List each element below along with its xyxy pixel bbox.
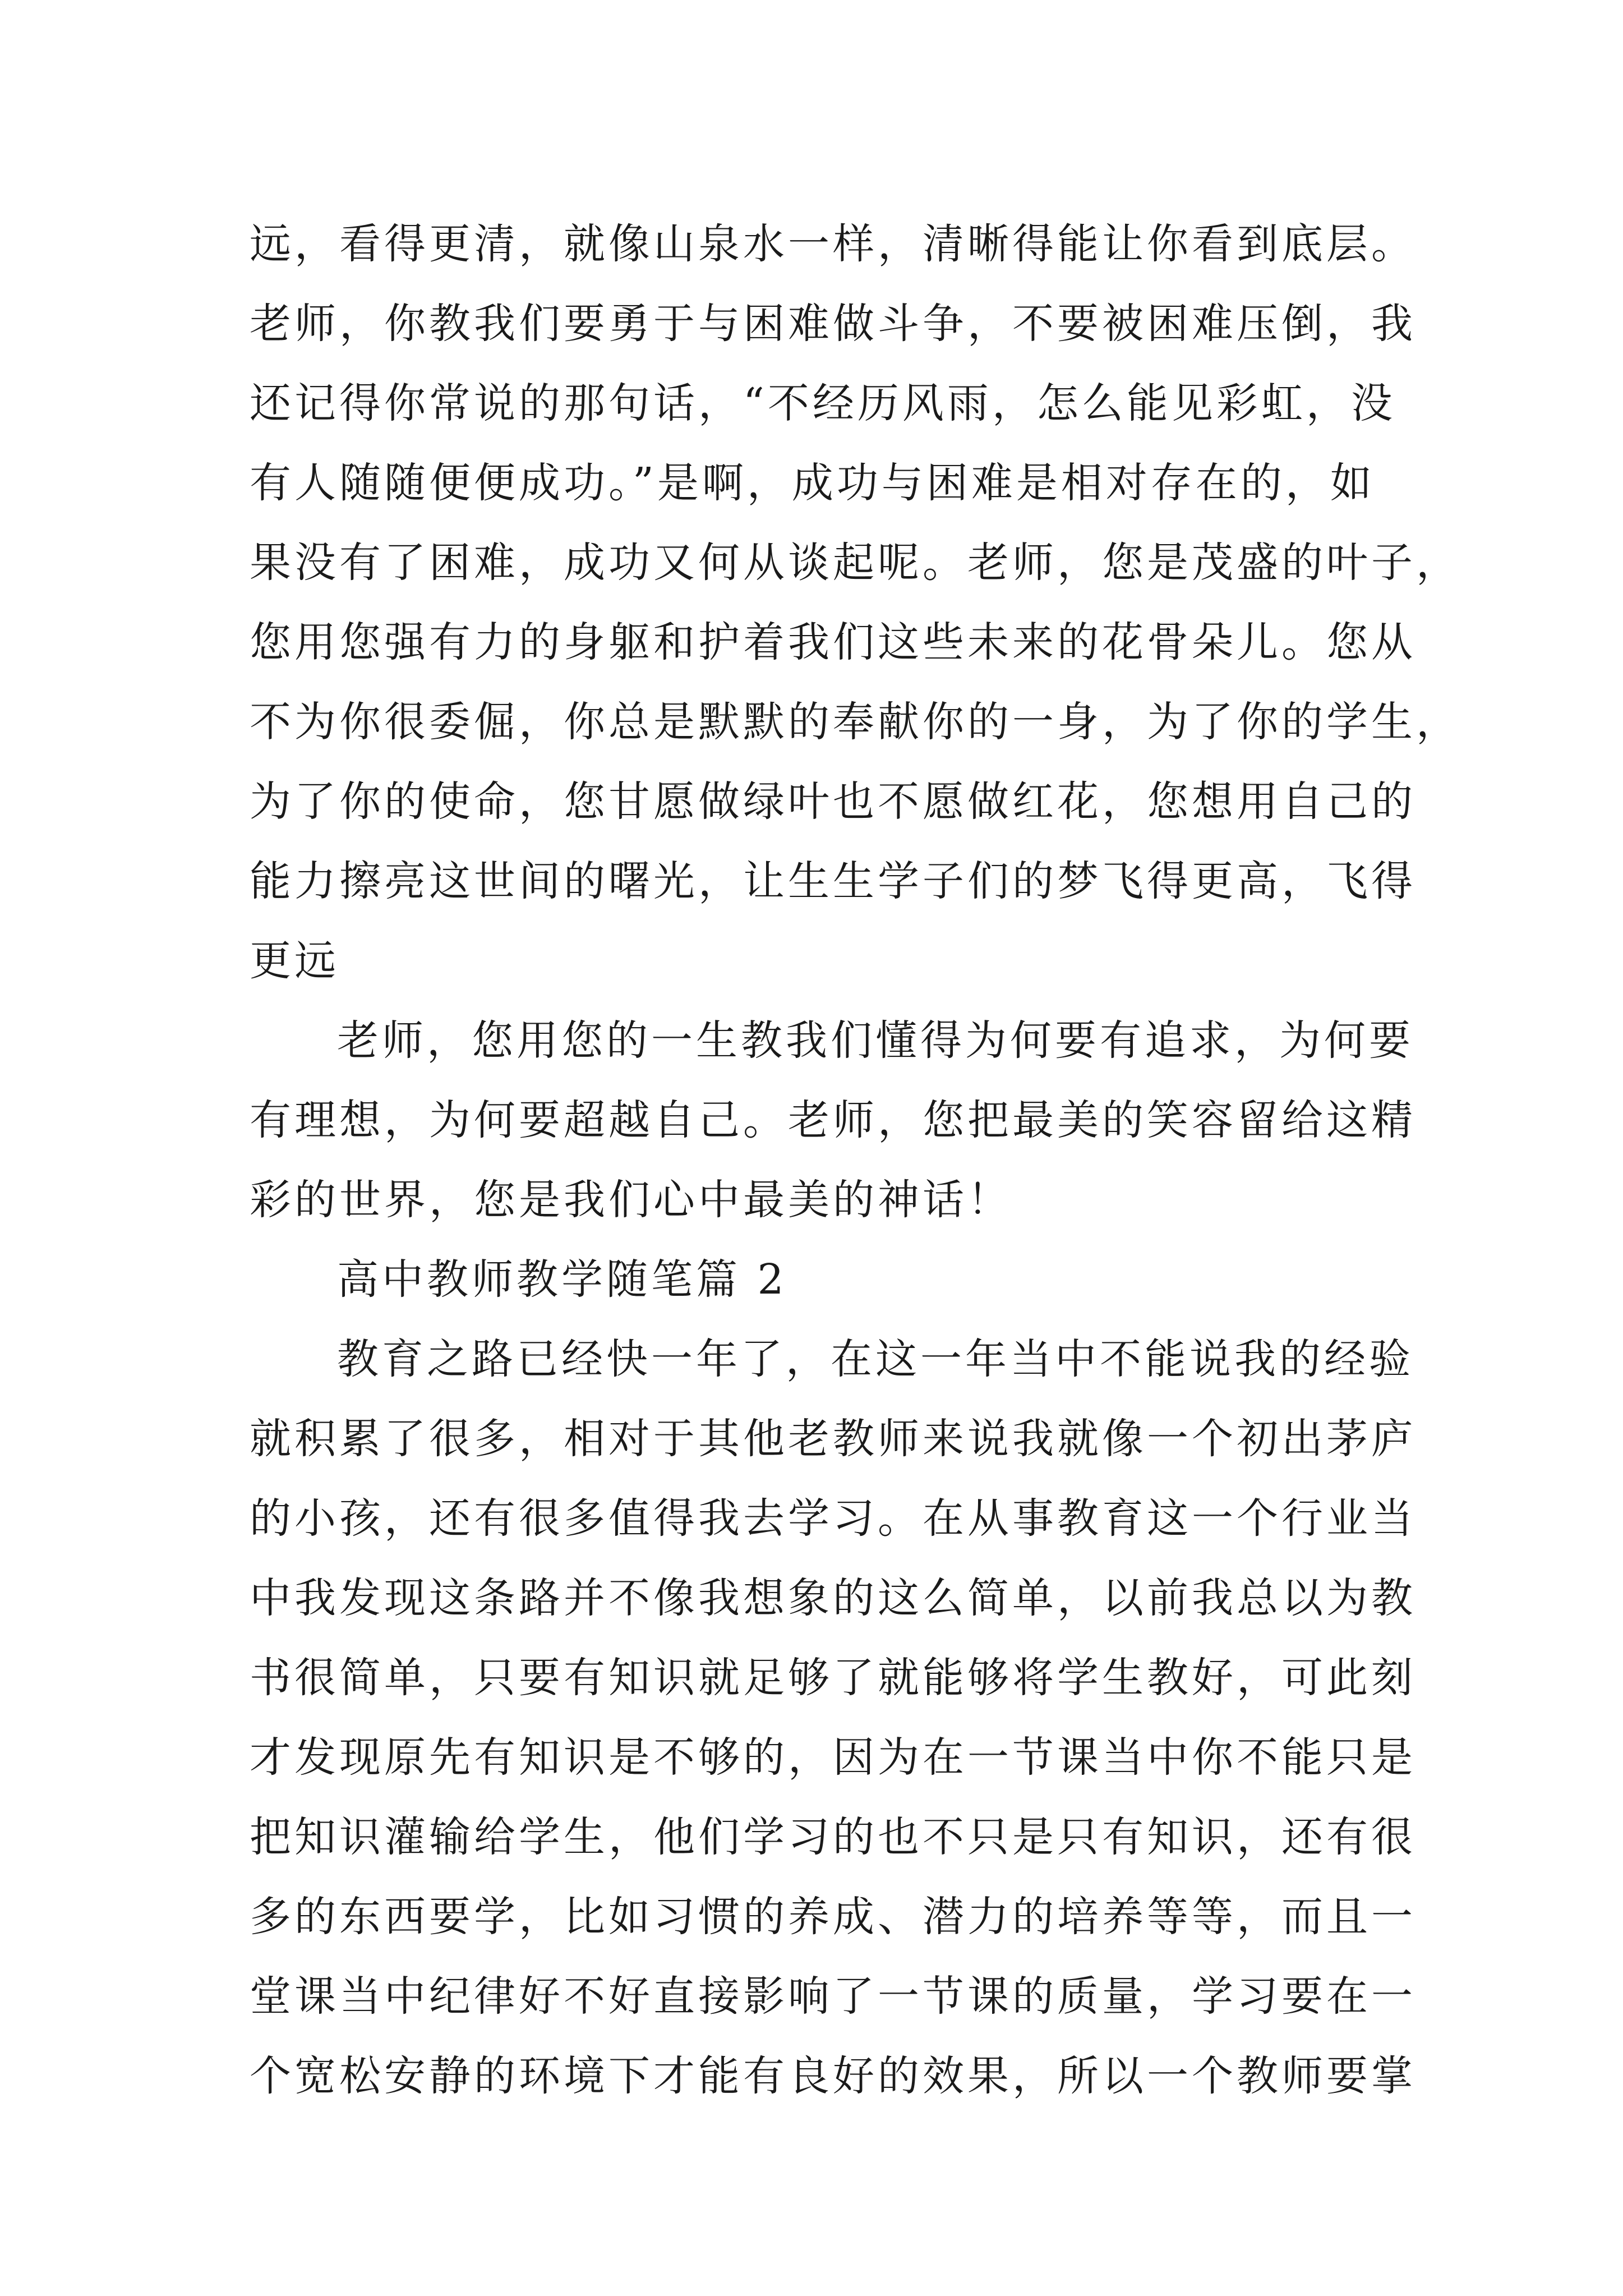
text-line: 有理想，为何要超越自己。老师，您把最美的笑容留给这精 xyxy=(250,1096,1416,1144)
paragraph-2 xyxy=(250,1001,1416,1240)
text-line: 堂课当中纪律好不好直接影响了一节课的质量，学习要在一 xyxy=(250,1972,1416,2021)
section-heading xyxy=(250,1240,1382,1319)
paragraph-1 xyxy=(250,204,1461,1001)
text-line: 多的东西要学，比如习惯的养成、潜力的培养等等，而且一 xyxy=(250,1893,1416,1941)
text-line: 书很简单，只要有知识就足够了就能够将学生教好，可此刻 xyxy=(250,1654,1416,1702)
document-body xyxy=(250,204,1461,2116)
text-line: 彩的世界，您是我们心中最美的神话！ xyxy=(250,1176,1012,1224)
text-line: 有人随随便便成功。”是啊，成功与困难是相对存在的，如 xyxy=(250,459,1375,507)
text-line: 才发现原先有知识是不够的，因为在一节课当中你不能只是 xyxy=(250,1733,1416,1782)
text-line: 老师，您用您的一生教我们懂得为何要有追求，为何要 xyxy=(337,1016,1414,1065)
text-line: 能力擦亮这世间的曙光，让生生学子们的梦飞得更高，飞得 xyxy=(250,857,1416,905)
text-line: 果没有了困难，成功又何从谈起呢。老师，您是茂盛的叶子， xyxy=(250,539,1461,587)
text-line: 的小孩，还有很多值得我去学习。在从事教育这一个行业当 xyxy=(250,1494,1416,1543)
text-line: 个宽松安静的环境下才能有良好的效果，所以一个教师要掌 xyxy=(250,2052,1416,2100)
text-line: 为了你的使命，您甘愿做绿叶也不愿做红花，您想用自己的 xyxy=(250,777,1416,826)
text-line: 远，看得更清，就像山泉水一样，清晰得能让你看到底层。 xyxy=(250,220,1416,268)
paragraph-3 xyxy=(250,1319,1416,2116)
text-line: 您用您强有力的身躯和护着我们这些未来的花骨朵儿。您从 xyxy=(250,618,1416,666)
text-line: 老师，你教我们要勇于与困难做斗争，不要被困难压倒，我 xyxy=(250,300,1416,348)
text-line: 把知识灌输给学生，他们学习的也不只是只有知识，还有很 xyxy=(250,1813,1416,1861)
text-line: 不为你很委倔，你总是默默的奉献你的一身，为了你的学生， xyxy=(250,698,1461,746)
text-line: 就积累了很多，相对于其他老教师来说我就像一个初出茅庐 xyxy=(250,1415,1416,1463)
text-line: 中我发现这条路并不像我想象的这么简单，以前我总以为教 xyxy=(250,1574,1416,1622)
text-line: 还记得你常说的那句话，“不经历风雨，怎么能见彩虹，没 xyxy=(250,379,1396,427)
text-line: 更远 xyxy=(250,937,339,985)
section-title: 高中教师教学随笔篇 2 xyxy=(337,1255,787,1304)
text-line: 教育之路已经快一年了，在这一年当中不能说我的经验 xyxy=(337,1335,1414,1383)
